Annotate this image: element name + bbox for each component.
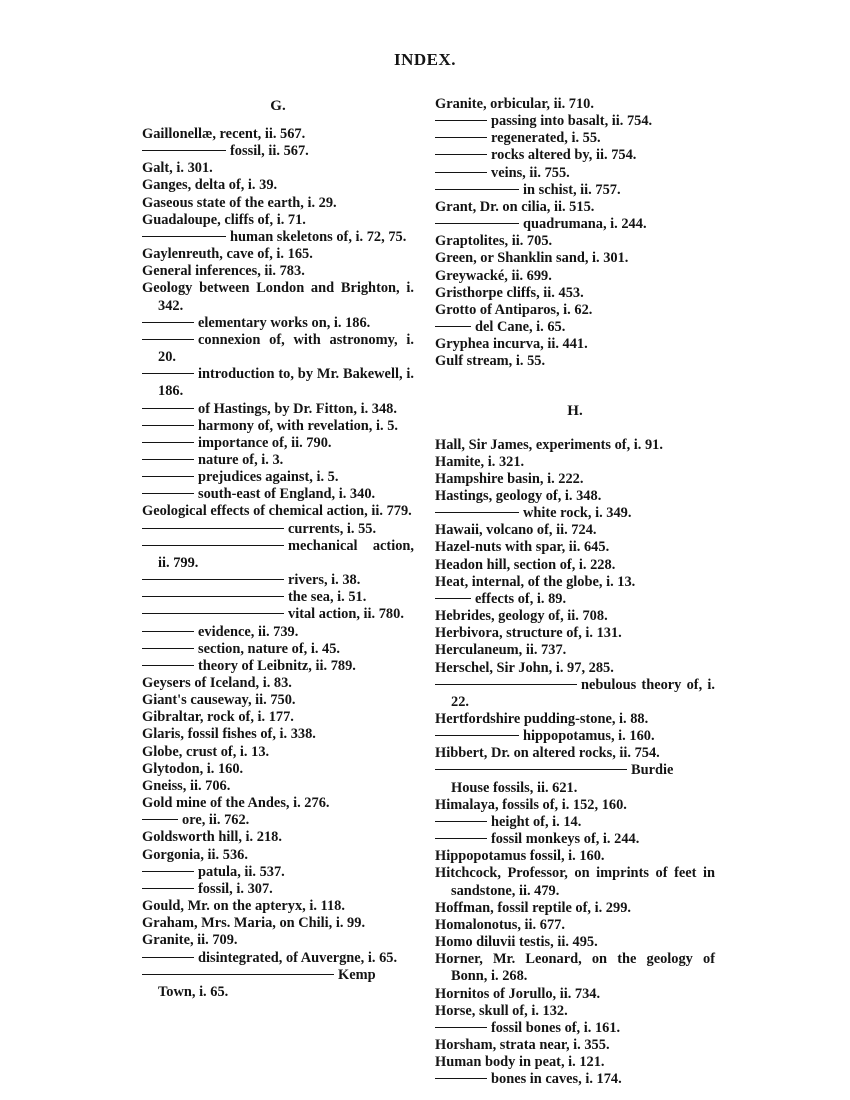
repeat-dash	[142, 974, 334, 975]
index-entry: Hawaii, volcano of, ii. 724.	[435, 522, 597, 539]
repeat-dash	[435, 189, 519, 190]
index-subentry: del Cane, i. 65.	[435, 319, 715, 336]
index-entry: Greywacké, ii. 699.	[435, 267, 552, 284]
index-entry: Grotto of Antiparos, i. 62.	[435, 301, 593, 318]
index-entry: Hastings, geology of, i. 348.	[435, 487, 602, 504]
index-subentry: disintegrated, of Auvergne, i. 65.	[142, 950, 414, 967]
repeat-dash	[435, 769, 627, 770]
index-entry: Homalonotus, ii. 677.	[435, 916, 565, 933]
repeat-dash	[142, 476, 194, 477]
index-entry: Horsham, strata near, i. 355.	[435, 1036, 610, 1053]
index-entry: Horse, skull of, i. 132.	[435, 1002, 568, 1019]
repeat-dash	[435, 223, 519, 224]
index-subentry: ore, ii. 762.	[142, 812, 414, 829]
index-entry: Gristhorpe cliffs, ii. 453.	[435, 284, 584, 301]
repeat-dash	[435, 172, 487, 173]
index-column-right	[435, 96, 715, 1088]
index-entry: Hall, Sir James, experiments of, i. 91.	[435, 436, 663, 453]
index-entry: Hebrides, geology of, ii. 708.	[435, 608, 608, 625]
index-subentry: rocks altered by, ii. 754.	[435, 147, 715, 164]
index-entry: Herschel, Sir John, i. 97, 285.	[435, 659, 614, 676]
index-subentry: nature of, i. 3.	[142, 452, 414, 469]
repeat-dash	[435, 598, 471, 599]
repeat-dash	[142, 339, 194, 340]
index-entry: Heat, internal, of the globe, i. 13.	[435, 573, 636, 590]
index-entry: Geological effects of chemical action, ii. 779.	[142, 503, 412, 520]
index-entry: Hoffman, fossil reptile of, i. 299.	[435, 899, 631, 916]
index-subentry: passing into basalt, ii. 754.	[435, 113, 715, 130]
index-entry: Gold mine of the Andes, i. 276.	[142, 795, 330, 812]
repeat-dash	[435, 326, 471, 327]
index-subentry: connexion of, with astronomy, i. 20.	[142, 332, 414, 366]
repeat-dash	[142, 819, 178, 820]
index-entry: Guadaloupe, cliffs of, i. 71.	[142, 211, 306, 228]
index-entry: Glytodon, i. 160.	[142, 760, 244, 777]
index-subentry: elementary works on, i. 186.	[142, 315, 414, 332]
repeat-dash	[435, 512, 519, 513]
index-entry: Hornitos of Jorullo, ii. 734.	[435, 985, 601, 1002]
index-entry: Hertfordshire pudding-stone, i. 88.	[435, 711, 649, 727]
index-subentry: vital action, ii. 780.	[142, 606, 414, 623]
repeat-dash	[435, 1078, 487, 1079]
index-entry: Headon hill, section of, i. 228.	[435, 556, 616, 573]
index-subentry: prejudices against, i. 5.	[142, 469, 414, 486]
index-subentry: height of, i. 14.	[435, 814, 715, 831]
index-subentry: patula, ii. 537.	[142, 864, 414, 881]
index-entry: Hamite, i. 321.	[435, 453, 525, 470]
index-entry: Himalaya, fossils of, i. 152, 160.	[435, 796, 627, 813]
index-entry: General inferences, ii. 783.	[142, 263, 305, 280]
index-entry: Horner, Mr. Leonard, on the geology of Bonn, i. 268.	[435, 951, 715, 985]
index-entry: Gneiss, ii. 706.	[142, 777, 231, 794]
repeat-dash	[435, 735, 519, 736]
index-subentry: hippopotamus, i. 160.	[435, 728, 715, 745]
index-entry: Gaylenreuth, cave of, i. 165.	[142, 246, 313, 263]
index-entry: Gorgonia, ii. 536.	[142, 846, 248, 863]
index-subentry: currents, i. 55.	[142, 521, 414, 538]
index-entry: Graham, Mrs. Maria, on Chili, i. 99.	[142, 915, 366, 932]
index-entry: Hazel-nuts with spar, ii. 645.	[435, 539, 610, 556]
index-entry: Hampshire basin, i. 222.	[435, 470, 584, 487]
index-subentry: importance of, ii. 790.	[142, 435, 414, 452]
page-title: INDEX.	[393, 50, 457, 69]
index-entry: Gould, Mr. on the apteryx, i. 118.	[142, 898, 345, 915]
index-entry: Geology between London and Brighton, i. 342.	[142, 280, 414, 314]
index-subentry: section, nature of, i. 45.	[142, 641, 414, 658]
letter-heading-h: H.	[567, 402, 583, 419]
index-subentry: evidence, ii. 739.	[142, 624, 414, 641]
index-entry: Hibbert, Dr. on altered rocks, ii. 754.	[435, 745, 660, 762]
index-entry: Globe, crust of, i. 13.	[142, 743, 270, 760]
repeat-dash	[142, 373, 194, 374]
repeat-dash	[142, 528, 284, 529]
index-subentry: veins, ii. 755.	[435, 165, 715, 182]
index-subentry: fossil, ii. 567.	[142, 143, 414, 160]
index-subentry: Burdie House fossils, ii. 621.	[435, 762, 715, 796]
index-subentry: human skeletons of, i. 72, 75.	[142, 229, 414, 246]
repeat-dash	[142, 442, 194, 443]
index-entry: Herbivora, structure of, i. 131.	[435, 625, 622, 642]
index-subentry: of Hastings, by Dr. Fitton, i. 348.	[142, 401, 414, 418]
index-subentry: the sea, i. 51.	[142, 589, 414, 606]
index-entry: Granite, orbicular, ii. 710.	[435, 96, 594, 112]
index-entry: Goldsworth hill, i. 218.	[142, 829, 282, 846]
index-subentry: Kemp Town, i. 65.	[142, 967, 414, 1001]
repeat-dash	[435, 120, 487, 121]
index-subentry: bones in caves, i. 174.	[435, 1071, 715, 1088]
repeat-dash	[435, 684, 577, 685]
index-entry: Hitchcock, Professor, on imprints of feet in sandstone, ii. 479.	[435, 865, 715, 899]
index-entry: Gaillonellæ, recent, ii. 567.	[142, 126, 306, 142]
repeat-dash	[142, 408, 194, 409]
index-subentry: mechanical action, ii. 799.	[142, 538, 414, 572]
letter-heading-g: G.	[270, 98, 286, 114]
repeat-dash	[142, 459, 194, 460]
repeat-dash	[142, 236, 226, 237]
index-entry: Green, or Shanklin sand, i. 301.	[435, 250, 629, 267]
index-entry: Gulf stream, i. 55.	[435, 353, 546, 370]
index-entry: Herculaneum, ii. 737.	[435, 642, 567, 659]
repeat-dash	[142, 631, 194, 632]
repeat-dash	[142, 957, 194, 958]
index-subentry: fossil monkeys of, i. 244.	[435, 831, 715, 848]
index-entry: Hippopotamus fossil, i. 160.	[435, 848, 605, 865]
repeat-dash	[435, 137, 487, 138]
index-column-left	[142, 92, 414, 1001]
index-subentry: in schist, ii. 757.	[435, 182, 715, 199]
index-entry: Ganges, delta of, i. 39.	[142, 177, 278, 194]
index-entry: Gaseous state of the earth, i. 29.	[142, 194, 337, 211]
index-entry: Giant's causeway, ii. 750.	[142, 692, 296, 709]
index-subentry: introduction to, by Mr. Bakewell, i. 186.	[142, 366, 414, 400]
index-entry: Grant, Dr. on cilia, ii. 515.	[435, 198, 595, 215]
repeat-dash	[142, 150, 226, 151]
repeat-dash	[142, 493, 194, 494]
index-subentry: harmony of, with revelation, i. 5.	[142, 418, 414, 435]
index-entry: Glaris, fossil fishes of, i. 338.	[142, 726, 316, 743]
repeat-dash	[142, 425, 194, 426]
index-subentry: fossil bones of, i. 161.	[435, 1020, 715, 1037]
repeat-dash	[142, 322, 194, 323]
repeat-dash	[435, 821, 487, 822]
index-entry: Graptolites, ii. 705.	[435, 233, 553, 250]
index-subentry: south-east of England, i. 340.	[142, 486, 414, 503]
repeat-dash	[142, 871, 194, 872]
repeat-dash	[142, 545, 284, 546]
index-subentry: nebulous theory of, i. 22.	[435, 677, 715, 711]
repeat-dash	[142, 596, 284, 597]
index-entry: Gryphea incurva, ii. 441.	[435, 336, 588, 353]
index-entry: Galt, i. 301.	[142, 160, 213, 177]
index-entry: Human body in peat, i. 121.	[435, 1054, 605, 1071]
index-subentry: white rock, i. 349.	[435, 505, 715, 522]
index-subentry: quadrumana, i. 244.	[435, 216, 715, 233]
index-subentry: rivers, i. 38.	[142, 572, 414, 589]
repeat-dash	[435, 154, 487, 155]
repeat-dash	[435, 1027, 487, 1028]
index-entry: Homo diluvii testis, ii. 495.	[435, 934, 598, 951]
repeat-dash	[142, 648, 194, 649]
repeat-dash	[142, 665, 194, 666]
index-subentry: fossil, i. 307.	[142, 881, 414, 898]
index-entry: Gibraltar, rock of, i. 177.	[142, 709, 294, 726]
index-subentry: theory of Leibnitz, ii. 789.	[142, 658, 414, 675]
repeat-dash	[142, 888, 194, 889]
repeat-dash	[435, 838, 487, 839]
index-entry: Geysers of Iceland, i. 83.	[142, 675, 292, 691]
repeat-dash	[142, 579, 284, 580]
index-subentry: effects of, i. 89.	[435, 591, 715, 608]
repeat-dash	[142, 613, 284, 614]
index-entry: Granite, ii. 709.	[142, 932, 238, 949]
index-subentry: regenerated, i. 55.	[435, 130, 715, 147]
